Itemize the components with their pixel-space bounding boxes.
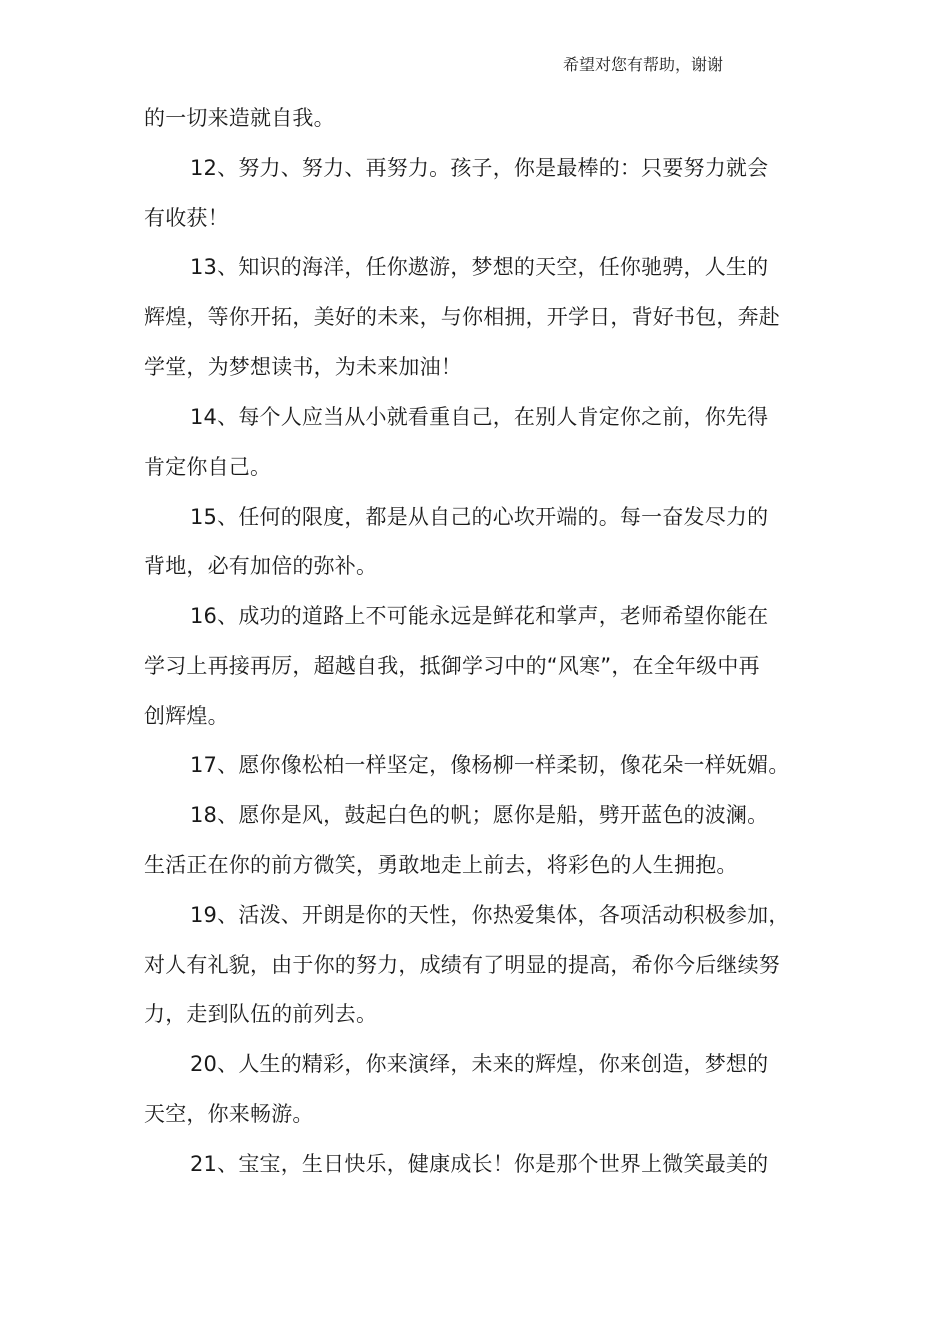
text-line: 学习上再接再厉，超越自我，抵御学习中的“风寒”，在全年级中再 <box>144 654 760 678</box>
text-line: 20、人生的精彩，你来演绎，未来的辉煌，你来创造，梦想的 <box>190 1052 769 1076</box>
text-line: 创辉煌。 <box>144 704 229 728</box>
text-line: 12、努力、努力、再努力。孩子，你是最棒的：只要努力就会 <box>190 156 769 180</box>
text-line: 18、愿你是风，鼓起白色的帆；愿你是船，劈开蓝色的波澜。 <box>190 803 769 827</box>
text-line: 生活正在你的前方微笑，勇敢地走上前去，将彩色的人生拥抱。 <box>144 853 738 877</box>
text-line: 13、知识的海洋，任你遨游，梦想的天空，任你驰骋，人生的 <box>190 255 769 279</box>
text-line: 学堂，为梦想读书，为未来加油！ <box>144 355 462 379</box>
text-line: 14、每个人应当从小就看重自己，在别人肯定你之前，你先得 <box>190 405 769 429</box>
text-line: 辉煌，等你开拓，美好的未来，与你相拥，开学日，背好书包，奔赴 <box>144 305 780 329</box>
text-line: 16、成功的道路上不可能永远是鲜花和掌声，老师希望你能在 <box>190 604 769 628</box>
text-line: 对人有礼貌，由于你的努力，成绩有了明显的提高，希你今后继续努 <box>144 953 780 977</box>
text-line: 肯定你自己。 <box>144 455 272 479</box>
header-note: 希望对您有帮助，谢谢 <box>563 55 724 74</box>
text-line: 背地，必有加倍的弥补。 <box>144 554 378 578</box>
text-line: 天空，你来畅游。 <box>144 1102 314 1126</box>
text-line: 19、活泼、开朗是你的天性，你热爱集体，各项活动积极参加， <box>190 903 790 927</box>
text-line: 有收获！ <box>144 206 229 230</box>
text-line: 15、任何的限度，都是从自己的心坎开端的。每一奋发尽力的 <box>190 505 769 529</box>
text-line: 力，走到队伍的前列去。 <box>144 1002 378 1026</box>
text-line: 17、愿你像松柏一样坚定，像杨柳一样柔韧，像花朵一样妩媚。 <box>190 753 790 777</box>
text-line: 的一切来造就自我。 <box>144 106 335 130</box>
text-line: 21、宝宝，生日快乐，健康成长！你是那个世界上微笑最美的 <box>190 1152 769 1176</box>
